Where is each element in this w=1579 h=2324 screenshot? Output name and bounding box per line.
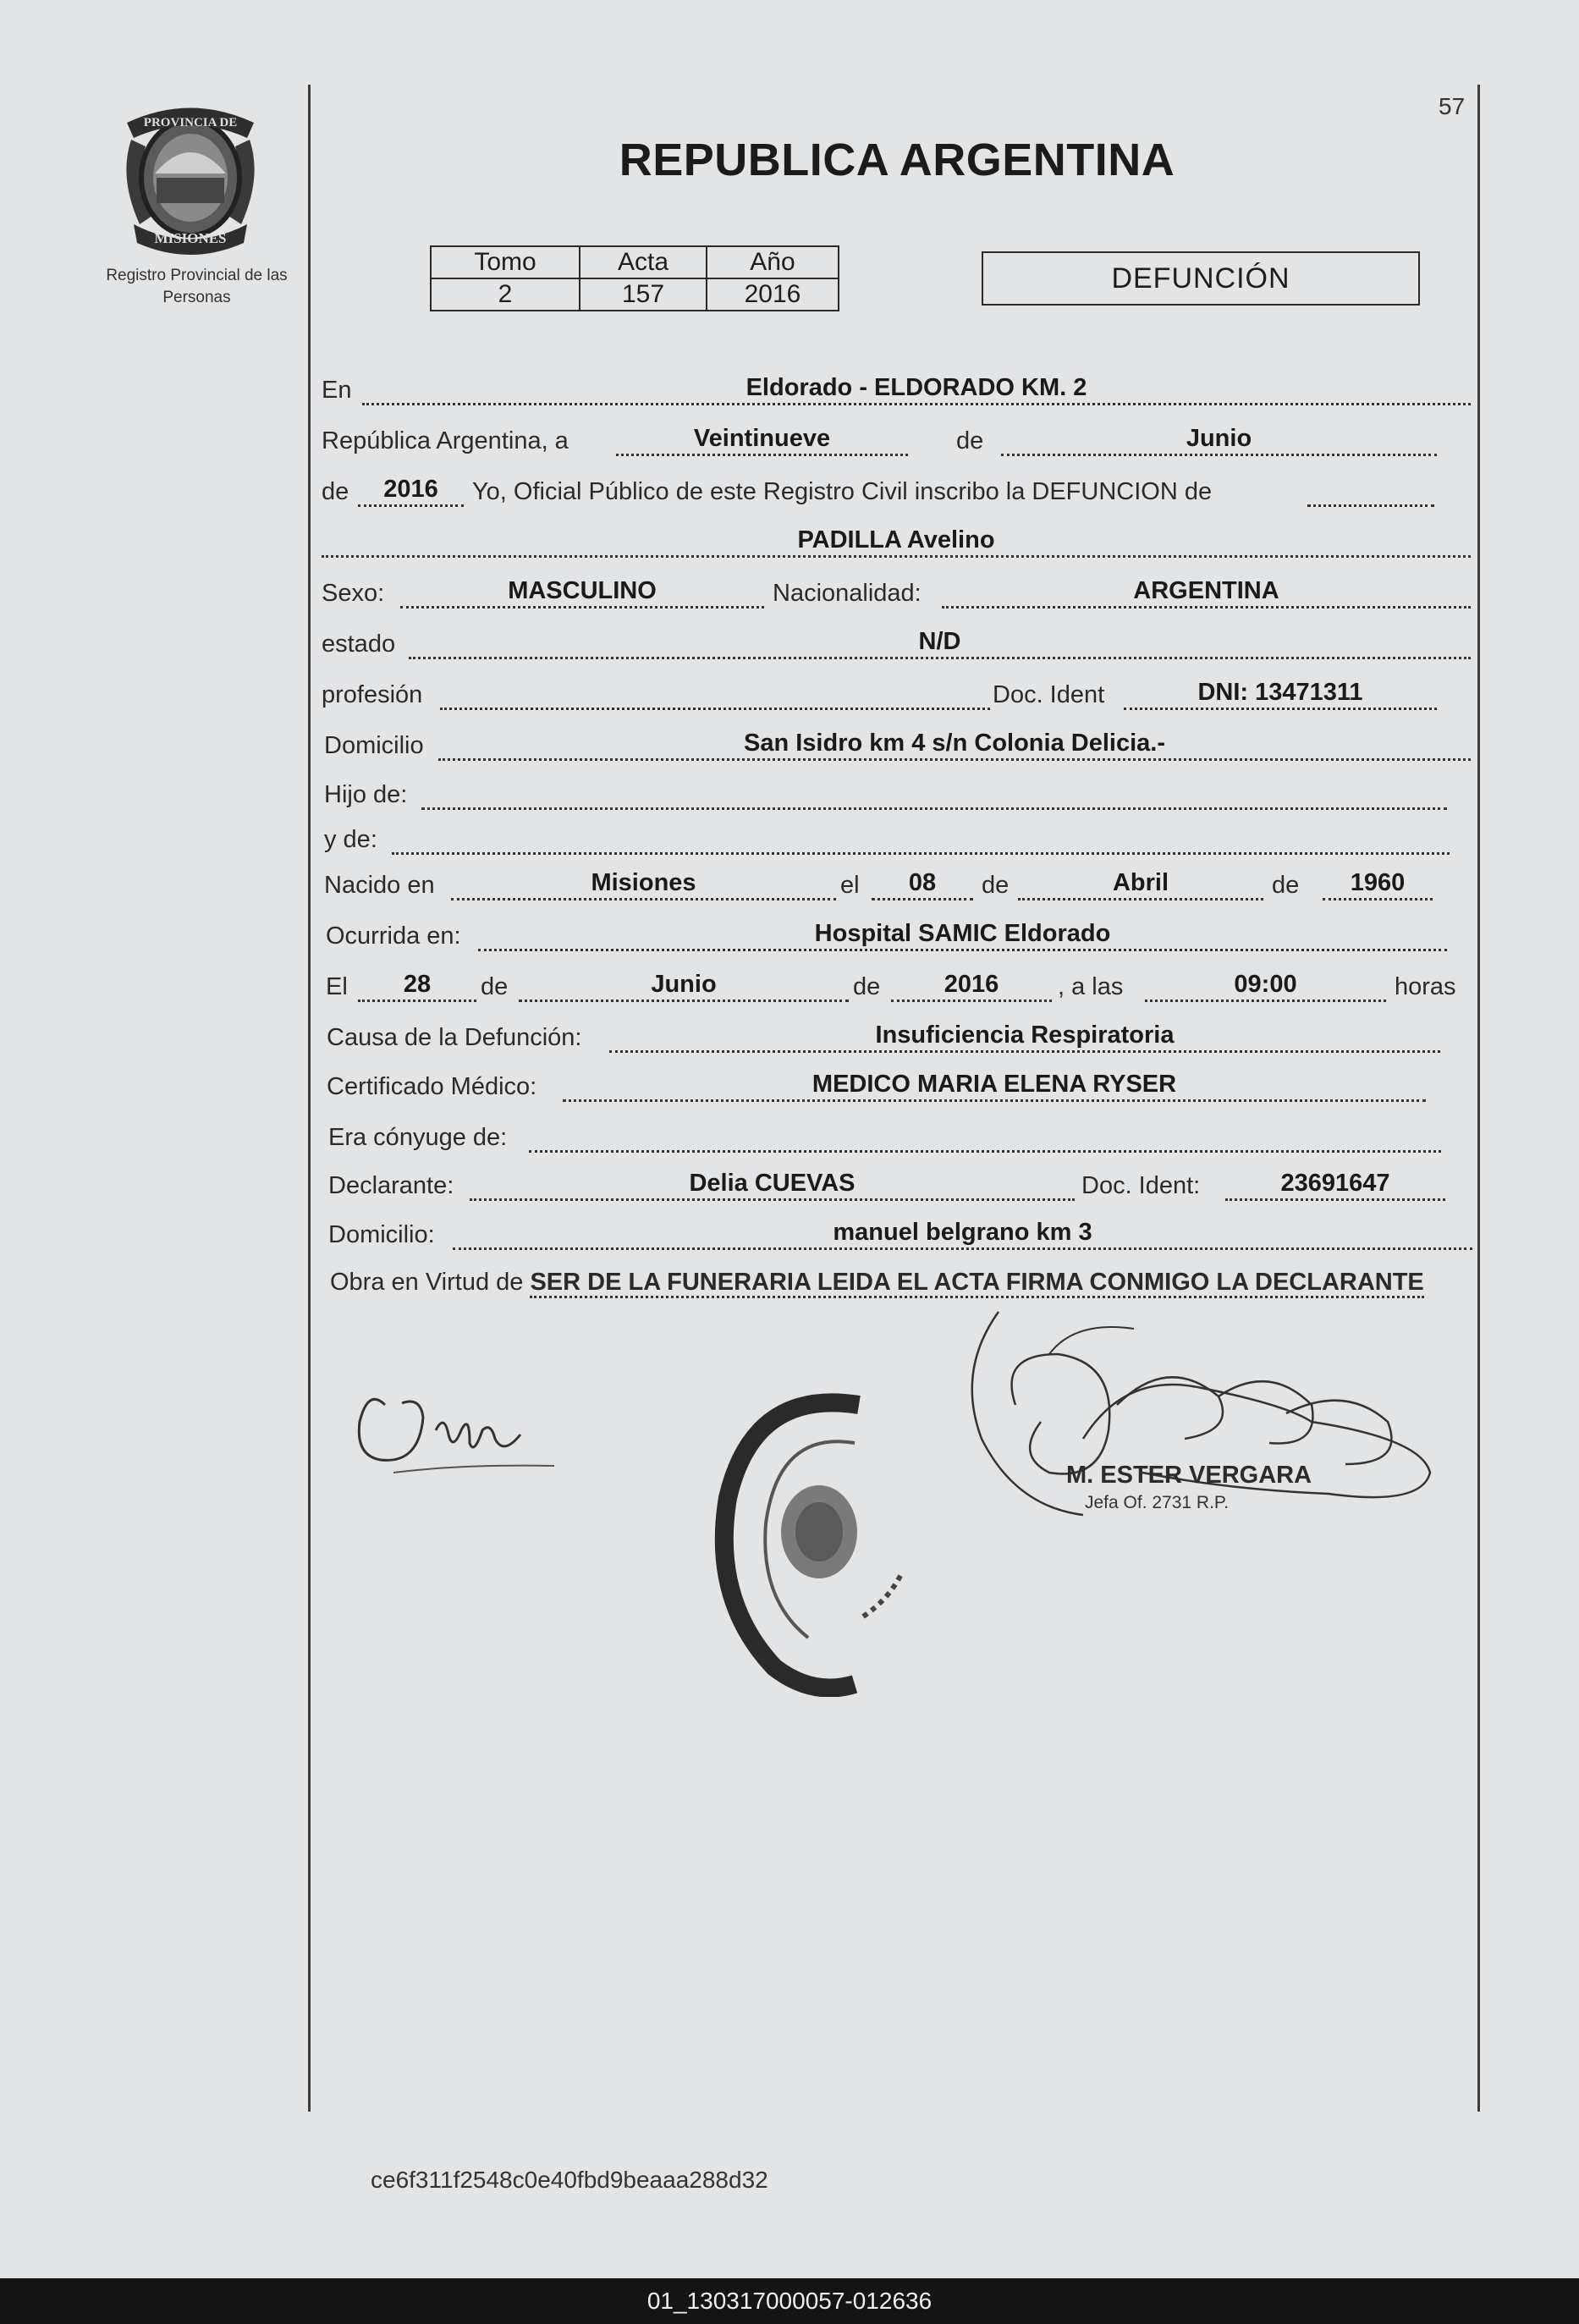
declarante-signature	[343, 1371, 571, 1498]
label-de-4: de	[1272, 872, 1300, 899]
label-y-de: y de:	[324, 826, 377, 853]
declarante-doc-field: 23691647	[1225, 1168, 1445, 1201]
page-number: 57	[1439, 93, 1466, 119]
label-ocurrida-en: Ocurrida en:	[326, 922, 461, 950]
label-yo-oficial: Yo, Oficial Público de este Registro Civil inscribo la DEFUNCION de	[472, 478, 1213, 505]
def-anio-field: 2016	[891, 969, 1052, 1002]
def-dia-field: 28	[358, 969, 476, 1002]
document-hash: ce6f311f2548c0e40fbd9beaaa288d32	[371, 2167, 768, 2193]
label-nacionalidad: Nacionalidad:	[773, 580, 922, 607]
oficial-name-stamp: M. ESTER VERGARA	[1066, 1462, 1312, 1489]
label-estado: estado	[322, 631, 396, 658]
acta-value: 157	[580, 278, 707, 311]
nacionalidad-field: ARGENTINA	[942, 575, 1471, 609]
document-type-box: DEFUNCIÓN	[982, 251, 1420, 306]
label-declarante: Declarante:	[328, 1172, 454, 1199]
label-de-2: de	[322, 478, 349, 505]
label-horas: horas	[1395, 973, 1456, 1000]
label-republica: República Argentina, a	[322, 427, 569, 454]
label-obra: Obra en Virtud de	[330, 1269, 524, 1296]
label-de-5: de	[481, 973, 509, 1000]
declarante-field: Delia CUEVAS	[470, 1168, 1075, 1201]
certificado-field: MEDICO MARIA ELENA RYSER	[563, 1069, 1426, 1102]
conyuge-field	[529, 1120, 1441, 1153]
anio-header: Año	[707, 246, 839, 278]
registro-provincial-label: Registro Provincial de las Personas	[106, 267, 288, 306]
domicilio-field: San Isidro km 4 s/n Colonia Delicia.-	[438, 728, 1471, 761]
hora-field: 09:00	[1145, 969, 1386, 1002]
label-doc-ident: Doc. Ident	[993, 681, 1105, 708]
defuncion-de-blank	[1307, 474, 1434, 507]
anio-field: 2016	[358, 474, 464, 507]
dia-field: Veintinueve	[616, 423, 908, 456]
right-margin-line	[1477, 85, 1480, 2112]
svg-text:MISIONES: MISIONES	[154, 230, 227, 246]
tomo-acta-anio-table	[430, 245, 839, 311]
label-hijo-de: Hijo de:	[324, 781, 408, 808]
ocurrida-en-field: Hospital SAMIC Eldorado	[478, 918, 1447, 951]
label-domicilio-2: Domicilio:	[328, 1221, 435, 1248]
nac-dia-field: 08	[872, 867, 973, 900]
label-profesion: profesión	[322, 681, 423, 708]
y-de-field	[392, 822, 1450, 855]
mes-field: Junio	[1001, 423, 1437, 456]
estado-field: N/D	[409, 626, 1471, 659]
label-en: En	[322, 377, 352, 404]
label-de-1: de	[956, 427, 984, 454]
label-nacido-en: Nacido en	[324, 872, 435, 899]
tomo-header: Tomo	[431, 246, 580, 278]
label-domicilio: Domicilio	[324, 732, 424, 759]
file-id-bar: 01_130317000057-012636	[0, 2278, 1579, 2324]
label-certificado: Certificado Médico:	[327, 1073, 537, 1100]
svg-text:PROVINCIA DE: PROVINCIA DE	[143, 116, 238, 129]
anio-value: 2016	[707, 278, 839, 311]
nac-anio-field: 1960	[1323, 867, 1433, 900]
obra-en-virtud-paragraph	[330, 1265, 1472, 1299]
hijo-de-field	[421, 777, 1447, 810]
tomo-value: 2	[431, 278, 580, 311]
label-el-cap: El	[326, 973, 348, 1000]
acta-header: Acta	[580, 246, 707, 278]
misiones-seal-logo	[102, 97, 279, 258]
page-title: REPUBLICA ARGENTINA	[619, 135, 1175, 185]
nacido-en-field: Misiones	[451, 867, 836, 900]
nombre-field: PADILLA Avelino	[322, 525, 1471, 558]
label-el: el	[840, 872, 860, 899]
label-causa: Causa de la Defunción:	[327, 1024, 582, 1051]
profesion-field	[440, 677, 990, 710]
causa-field: Insuficiencia Respiratoria	[609, 1020, 1440, 1053]
oficial-signature-scribble	[948, 1303, 1447, 1583]
oficial-title-stamp: Jefa Of. 2731 R.P.	[1085, 1493, 1230, 1512]
label-a-las: , a las	[1058, 973, 1124, 1000]
label-sexo: Sexo:	[322, 580, 385, 607]
declarante-domicilio-field: manuel belgrano km 3	[453, 1217, 1472, 1250]
label-doc-ident-2: Doc. Ident:	[1081, 1172, 1201, 1199]
label-conyuge: Era cónyuge de:	[328, 1124, 508, 1151]
def-mes-field: Junio	[519, 969, 849, 1002]
obra-texto-field: SER DE LA FUNERARIA LEIDA EL ACTA FIRMA CONMIGO LA DECLARANTE	[530, 1269, 1423, 1298]
nac-mes-field: Abril	[1018, 867, 1263, 900]
label-de-6: de	[853, 973, 881, 1000]
official-round-stamp	[694, 1380, 939, 1697]
lugar-field: Eldorado - ELDORADO KM. 2	[362, 372, 1471, 405]
label-de-3: de	[982, 872, 1010, 899]
doc-ident-field: DNI: 13471311	[1124, 677, 1437, 710]
left-margin-line	[308, 85, 311, 2112]
sexo-field: MASCULINO	[400, 575, 764, 609]
